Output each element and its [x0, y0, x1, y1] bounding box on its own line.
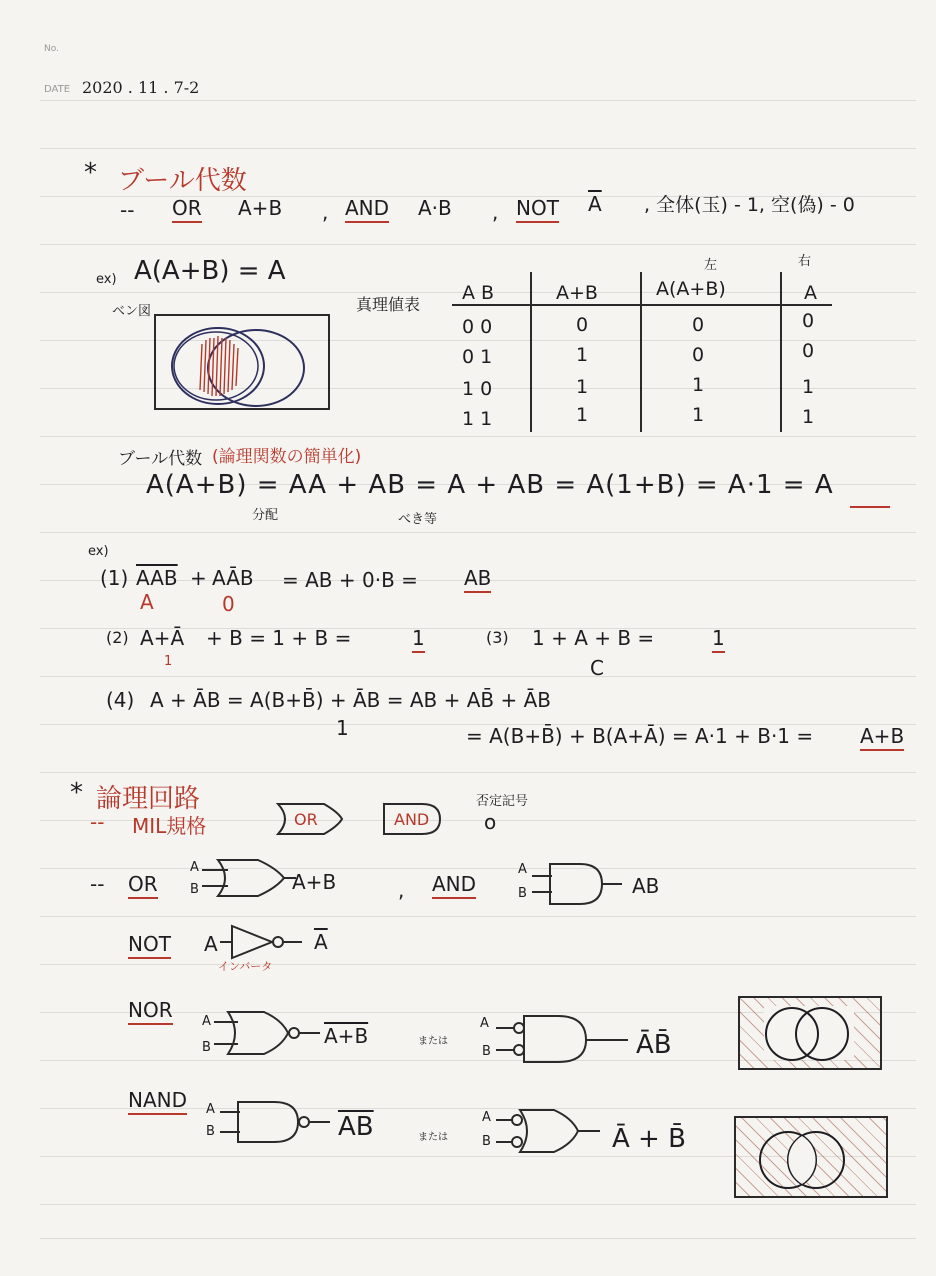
- boolean-derivation: A(A+B) = AA + AB = A + AB = A(1+B) = A·1 = A: [146, 470, 834, 500]
- or-shape-label: OR: [294, 810, 318, 829]
- table-cell: 0: [576, 314, 589, 336]
- nor-alt-in-b: B: [482, 1044, 491, 1059]
- negation-symbol: o: [484, 810, 497, 834]
- not-gate-name: NOT: [128, 932, 171, 959]
- ex4-sub: 1: [336, 716, 349, 740]
- not-label: NOT: [516, 196, 559, 223]
- venn-diagram: [154, 314, 330, 410]
- nor-gate-icon: [212, 1010, 324, 1056]
- ex1-num: (1): [100, 566, 129, 590]
- nor-alt-output: ĀB̄: [636, 1030, 672, 1060]
- nand-alt-label: または: [418, 1132, 448, 1143]
- or-gate-output: A+B: [292, 870, 337, 894]
- not-in: A: [204, 932, 218, 956]
- nand-alt-gate-icon: [494, 1108, 604, 1154]
- nand-alt-output: Ā + B̄: [612, 1124, 686, 1154]
- mil-label: MIL規格: [132, 814, 207, 838]
- table-cell: 1: [692, 374, 705, 396]
- plus-sign: +: [190, 566, 207, 590]
- or-in-b: B: [190, 882, 199, 897]
- table-cell: 0 1: [462, 346, 493, 368]
- date-label: DATE: [44, 84, 71, 95]
- note-distribute: 分配: [252, 508, 279, 523]
- nand-alt-in-a: A: [482, 1110, 491, 1125]
- or-in-a: A: [190, 860, 199, 875]
- ex1-term2: AĀB: [212, 566, 254, 590]
- not-gate-output: $\overline{A}$: [314, 930, 328, 954]
- table-cell: 1 0: [462, 378, 493, 400]
- table-cell: 1 1: [462, 408, 493, 430]
- ex4-line2: = A(B+B̄) + B(A+Ā) = A·1 + B·1 =: [466, 724, 814, 748]
- nand-venn-diagram: [734, 1116, 888, 1198]
- th-a-a-plus-b: A(A+B): [656, 278, 726, 300]
- ex3-lhs: 1 + A + B =: [532, 626, 655, 650]
- nand-in-b: B: [206, 1124, 215, 1139]
- nand-in-a: A: [206, 1102, 215, 1117]
- answer-mark: [850, 506, 890, 508]
- nor-alt-in-a: A: [480, 1016, 489, 1031]
- ex3-sub: C: [590, 656, 604, 680]
- no-label: No.: [44, 44, 59, 54]
- nand-gate-name: NAND: [128, 1088, 187, 1115]
- sep-1: ,: [322, 200, 329, 224]
- ex1-label: ex): [96, 272, 117, 287]
- ex2-answer: 1: [412, 626, 425, 653]
- and-shape-label: AND: [394, 810, 430, 829]
- and-expr: A·B: [418, 196, 452, 220]
- nor-gate-output: A+B: [324, 1024, 369, 1048]
- section1-title: ブール代数: [118, 166, 247, 196]
- nor-in-b: B: [202, 1040, 211, 1055]
- ex1-expr: A(A+B) = A: [134, 256, 286, 286]
- ex1-answer: AB: [464, 566, 491, 593]
- th-a: A: [804, 282, 817, 304]
- ex4-line1: A + ĀB = A(B+B̄) + ĀB = AB + AB̄ + ĀB: [150, 688, 552, 712]
- and-gate-name: AND: [432, 872, 476, 899]
- or-gate-icon: [200, 858, 300, 898]
- ex1-sub1: A: [140, 590, 154, 614]
- table-cell: 0: [802, 310, 815, 332]
- ops-note: , 全体(玉) - 1, 空(偽) - 0: [644, 194, 855, 216]
- nand-gate-icon: [218, 1098, 338, 1148]
- negation-label: 否定記号: [476, 794, 529, 809]
- ops-dash: --: [120, 198, 135, 222]
- ex4-num: (4): [106, 688, 135, 712]
- ex4-answer: A+B: [860, 724, 904, 751]
- not-expr: $\overline{A}$: [588, 192, 602, 216]
- nand-alt-in-b: B: [482, 1134, 491, 1149]
- mil-dash: --: [90, 810, 105, 834]
- section2-star: *: [70, 778, 83, 808]
- nand-gate-output: $\overline{AB}$: [338, 1112, 374, 1142]
- date-value: 2020 . 11 . 7-2: [82, 78, 200, 97]
- ex2-num: (2): [106, 628, 129, 647]
- table-cell: 1: [576, 404, 589, 426]
- table-cell: 1: [576, 344, 589, 366]
- examples-label: ex): [88, 544, 109, 559]
- table-cell: 1: [576, 376, 589, 398]
- inverter-note: インバータ: [218, 960, 273, 973]
- section1-star: *: [84, 158, 97, 188]
- venn-label: ベン図: [112, 304, 152, 319]
- ex1-term1: $\overline{AAB}$: [136, 566, 178, 590]
- table-cell: 0: [692, 344, 705, 366]
- sep-2: ,: [492, 200, 499, 224]
- ex1-rest: = AB + 0·B =: [282, 568, 418, 592]
- and-label: AND: [345, 196, 389, 223]
- th-a-plus-b: A+B: [556, 282, 598, 304]
- table-cell: 1: [692, 404, 705, 426]
- table-cell: 0 0: [462, 316, 493, 338]
- gates-dash: --: [90, 872, 105, 896]
- nor-alt-gate-icon: [494, 1014, 634, 1066]
- table-cell: 0: [802, 340, 815, 362]
- col-note-left: 左: [704, 258, 718, 273]
- nor-venn-diagram: [738, 996, 882, 1070]
- ex2-lhs: A+Ā: [140, 626, 185, 650]
- col-note-right: 右: [798, 254, 812, 269]
- and-in-a: A: [518, 862, 527, 877]
- ex3-num: (3): [486, 628, 509, 647]
- gates-sep: ,: [398, 878, 405, 902]
- nor-alt-label: または: [418, 1036, 448, 1047]
- ex1-sub2: 0: [222, 592, 235, 616]
- and-in-b: B: [518, 886, 527, 901]
- truth-table-label: 真理値表: [356, 295, 421, 314]
- ex3-answer: 1: [712, 626, 725, 653]
- boolean-label: ブール代数: [118, 449, 203, 469]
- boolean-note: (論理関数の簡単化): [212, 447, 362, 467]
- nor-gate-name: NOR: [128, 998, 173, 1025]
- th-ab: A B: [462, 282, 495, 304]
- table-cell: 1: [802, 406, 815, 428]
- table-cell: 0: [692, 314, 705, 336]
- or-gate-name: OR: [128, 872, 158, 899]
- ex2-sub: 1: [164, 654, 173, 669]
- nor-in-a: A: [202, 1014, 211, 1029]
- note-idempotent: べき等: [398, 512, 438, 527]
- not-gate-icon: [218, 922, 308, 962]
- table-cell: 1: [802, 376, 815, 398]
- and-gate-icon: [530, 862, 630, 906]
- ex2-rest: + B = 1 + B =: [206, 626, 352, 650]
- section2-title: 論理回路: [96, 784, 201, 814]
- or-expr: A+B: [238, 196, 283, 220]
- and-gate-output: AB: [632, 874, 660, 898]
- or-label: OR: [172, 196, 202, 223]
